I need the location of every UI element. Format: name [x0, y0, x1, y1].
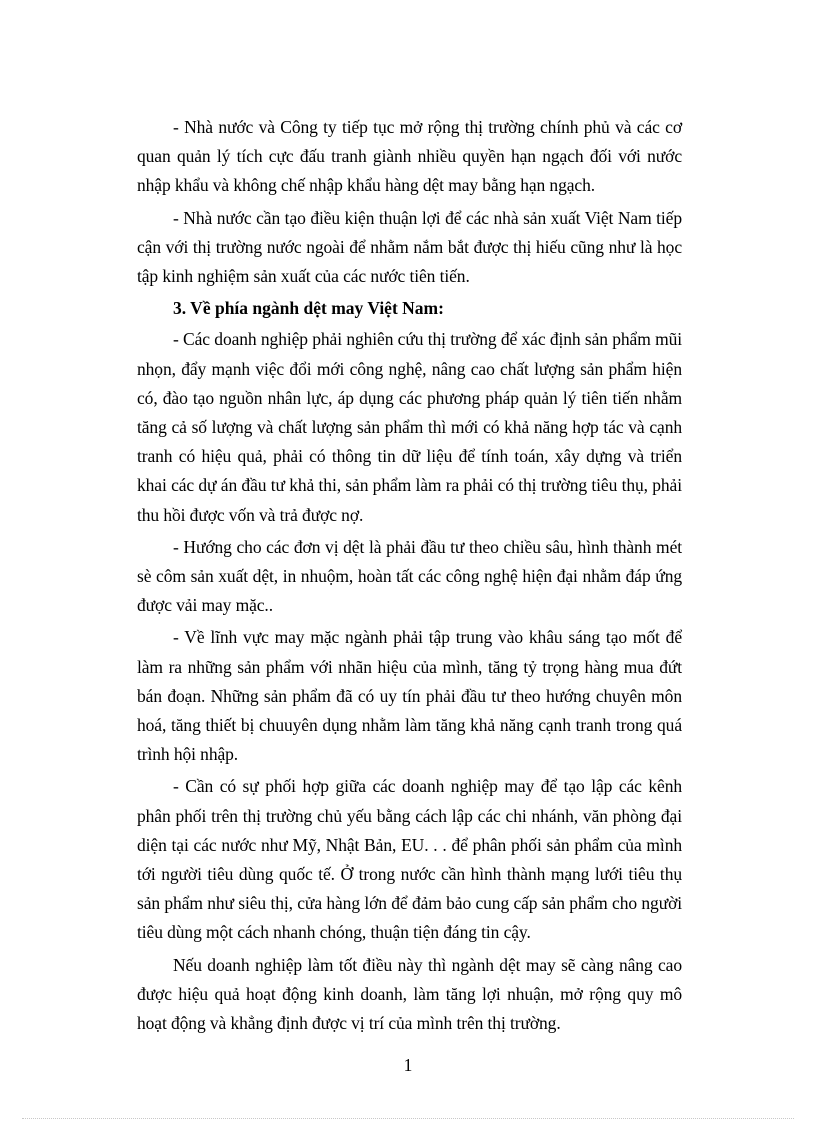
paragraph-7: Nếu doanh nghiệp làm tốt điều này thì ngành dệt may sẽ càng nâng cao được hiệu quả hoạt động kinh doanh, làm tăng lợi nhuận, mở rộng quy mô hoạt động và khẳng định được vị trí của mình trên thị trường.: [137, 954, 682, 1034]
page-bottom-divider: [22, 1118, 794, 1119]
paragraph-5: - Về lĩnh vực may mặc ngành phải tập trung vào khâu sáng tạo mốt để làm ra những sản phẩm với nhãn hiệu của mình, tăng tỷ trọng hàng mua đứt bán đoạn. Những sản phẩm đã có uy tín phải đầu tư theo hướng chuyên môn hoá, tăng thiết bị chuuyên dụng nhằm làm tăng khả năng cạnh tranh trong quá trình hội nhập.: [137, 627, 682, 765]
page-number: 1: [403, 1055, 413, 1075]
paragraph-2: - Nhà nước cần tạo điều kiện thuận lợi để các nhà sản xuất Việt Nam tiếp cận với thị trường nước ngoài để nhằm nắm bắt được thị hiếu cũng như là học tập kinh nghiệm sản xuất của các nước tiên tiến.: [137, 207, 682, 287]
section-heading: 3. Về phía ngành dệt may Việt Nam:: [173, 298, 444, 319]
paragraph-4: - Hướng cho các đơn vị dệt là phải đầu tư theo chiều sâu, hình thành mét sè côm sản xuất dệt, in nhuộm, hoàn tất các công nghệ hiện đại nhằm đáp ứng được vải may mặc..: [137, 536, 682, 616]
paragraph-3: - Các doanh nghiệp phải nghiên cứu thị trường để xác định sản phẩm mũi nhọn, đẩy mạnh việc đổi mới công nghệ, nâng cao chất lượng sản phẩm hiện có, đào tạo nguồn nhân lực, áp dụng các phương pháp quản lý tiên tiến nhằm tăng cả số lượng và chất lượng sản phẩm thì mới có khả năng hợp tác và cạnh tranh có hiệu quả, phải có thông tin dữ liệu để tính toán, xây dựng và triển khai các dự án đầu tư khả thi, sản phẩm làm ra phải có thị trường tiêu thụ, phải thu hồi được vốn và trả được nợ.: [137, 329, 682, 525]
paragraph-1: - Nhà nước và Công ty tiếp tục mở rộng thị trường chính phủ và các cơ quan quản lý tích cực đấu tranh giành nhiều quyền hạn ngạch đối với nước nhập khẩu và không chế nhập khẩu hàng dệt may bằng hạn ngạch.: [137, 117, 682, 196]
document-body: [137, 113, 682, 1041]
paragraph-6: - Cần có sự phối hợp giữa các doanh nghiệp may để tạo lập các kênh phân phối trên thị trường chủ yếu bằng cách lập các chi nhánh, văn phòng đại diện tại các nước như Mỹ, Nhật Bản, EU. . . để phân phối sản phẩm của mình tới người tiêu dùng quốc tế. Ở trong nước cần hình thành mạng lưới tiêu thụ sản phẩm như siêu thị, cửa hàng lớn để đảm bảo cung cấp sản phẩm cho người tiêu dùng một cách nhanh chóng, thuận tiện đáng tin cậy.: [137, 776, 682, 943]
